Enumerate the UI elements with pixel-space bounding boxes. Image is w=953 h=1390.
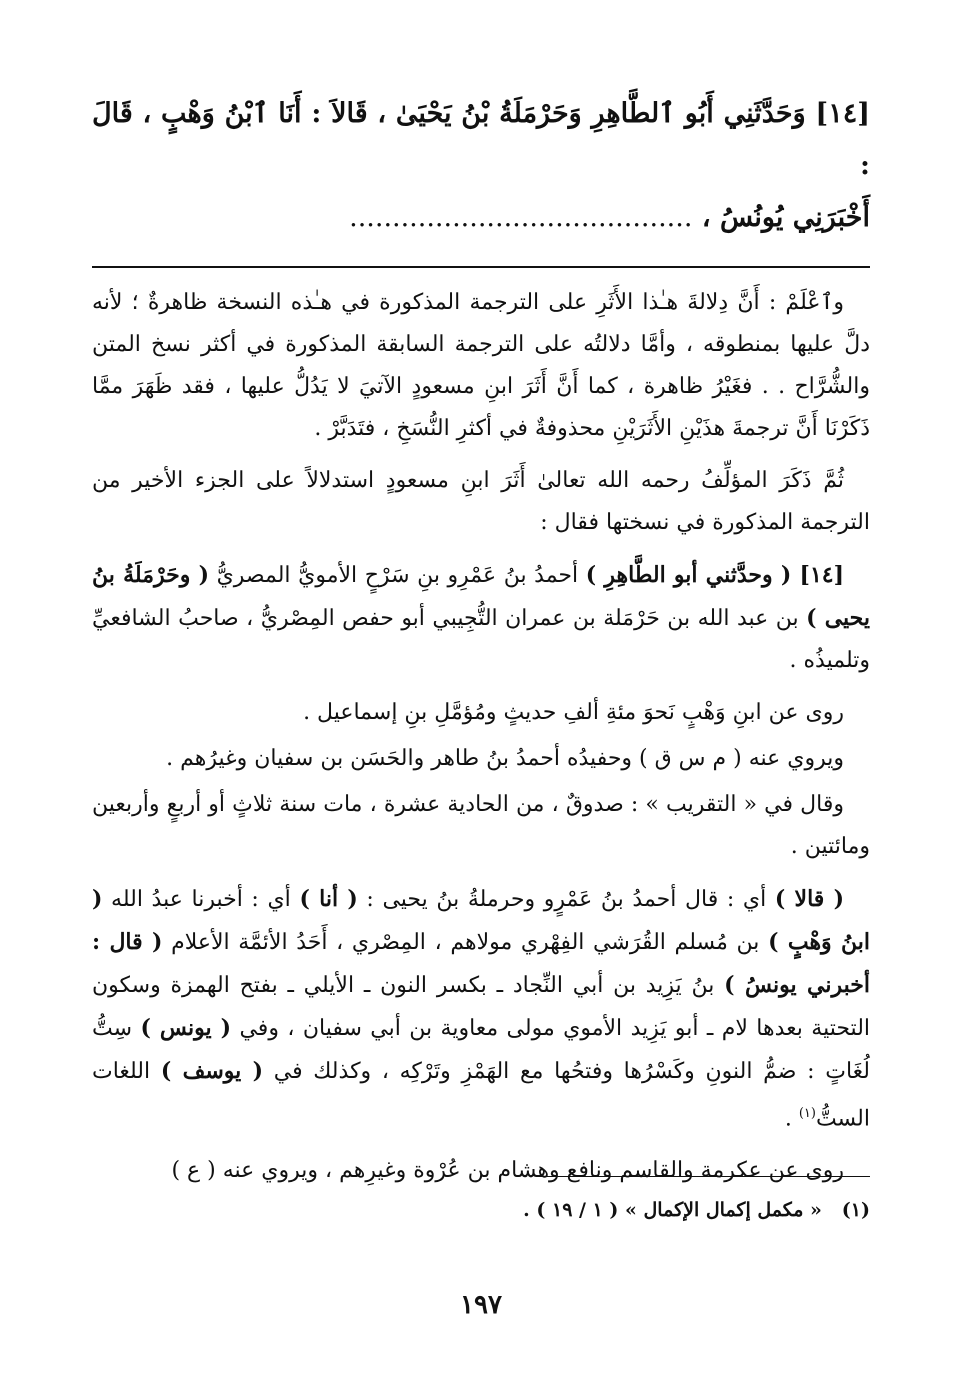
hadith-line-2: أَخْبَرَنِي يُونُسُ ، xyxy=(701,202,870,233)
commentary-paragraph-1: وٱعْلَمْ : أَنَّ دِلالةَ هـٰذا الأَثَرِ على الترجمة المذكورة في هـٰذه النسخة ظاهرةٌ ؛ لأنه دلَّ عليها بمنطوقه ، وأمَّا دلالتُه على الترجمة السابقة المذكورة في أكثر نسخ المتن والشُّرَّاح . . فغَيْرُ ظاهرة ، كما أَنَّ أَثَرَ ابنِ مسعودٍ الآتيَ لا يَدُلُّ عليها ، فقد ظَهَرَ ممَّا ذَكَرْنَا أَنَّ ترجمةَ هذَيْنِ الأَثَرَيْنِ محذوفةٌ في أكثرِ النُّسَخِ ، فتَدَبَّرْ . xyxy=(92,290,870,441)
footnote-text: « مكمل إكمال الإكمال » ( ١ / ١٩ ) . xyxy=(523,1199,822,1221)
commentary-paragraph-5: ويروي عنه ( م س ق ) وحفيدُه أحمدُ بنُ طاهر والحَسَن بن سفيان وغيرُهم . xyxy=(166,746,844,771)
book-page xyxy=(92,88,870,1358)
footnote-number: (١) xyxy=(841,1199,870,1221)
footnote-separator-rule xyxy=(540,1176,870,1177)
page-number: ١٩٧ xyxy=(460,1290,502,1320)
commentary-paragraph-4: روى عن ابنِ وَهْبٍ نَحوَ مئةِ ألفِ حديثٍ ومُؤمَّلِ بنِ إسماعيل . xyxy=(303,700,844,725)
narrator-heading-2: ( وحَرْمَلَةُ بنُ يحيى ) xyxy=(92,562,871,631)
footnote xyxy=(92,1196,870,1224)
commentary xyxy=(92,282,870,1192)
hadith-ellipsis: ........................................ xyxy=(349,202,693,233)
text-separator-rule xyxy=(92,266,870,268)
hadith-line-1: [١٤] وَحَدَّثَنِي أَبُو ٱلطَّاهِرِ وَحَرْمَلَةُ بْنُ يَحْيَىٰ ، قَالاَ : أَنَا ٱبْنُ وَهْبٍ ، قَالَ : xyxy=(92,98,870,181)
narrator-heading: [١٤] ( وحدَّثني أبو الطَّاهِرِ ) xyxy=(585,562,844,588)
commentary-paragraph-2: ثُمَّ ذَكَرَ المؤلِّفُ رحمه الله تعالىٰ أَثَرَ ابنِ مسعودٍ استدلالاً على الجزء الأخير من الترجمة المذكورة في نسختها فقال : xyxy=(92,468,870,535)
commentary-paragraph-6: وقال في « التقريب » : صدوقٌ ، من الحادية عشرة ، مات سنة ثلاثٍ أو أربعٍ وأربعين ومائتين . xyxy=(92,792,870,859)
explanation-paragraph: ( قالا ) أي : قال أحمدُ بنُ عَمْرٍو وحرملةُ بنُ يحيى : ( أنا ) أي : أخبرنا عبدُ الله ( ابنُ وَهْبٍ ) بن مُسلم القُرَشي الفِهْري مولاهم ، المِصْري ، أَحَدُ الأئمَّة الأعلام ( قال : أخبرني يونسُ ) بنُ يَزِيد بن أبي النِّجاد ـ بكسر النون ـ الأيلي ـ بفتح الهمزة وسكون التحتية بعدها لام ـ أبو يَزِيد الأموي مولى معاوية بن أبي سفيان ، وفي ( يونس ) سِتُّ لُغَاتٍ : ضمُّ النونِ وكَسْرُها وفتحُها مع الهَمْزِ وتَرْكِه ، وكذلك في ( يوسف ) اللغات الستُّ$^{(١)}$ . xyxy=(92,886,871,1132)
commentary-paragraph-8: روى عن عكرمة والقاسم ونافع وهشام بن عُرْوة وغيرِهم ، ويروي عنه ( ع ) xyxy=(171,1158,844,1184)
footnote-marker[interactable]: (١) xyxy=(798,1106,816,1121)
narrator-paragraph: [١٤] ( وحدَّثني أبو الطَّاهِرِ ) أحمدُ بنُ عَمْرِو بنِ سَرْحٍ الأمويُّ المصريُّ ( وحَرْمَلَةُ بنُ يحيى ) بن عبد الله بن حَرْمَلة بن عمران التُّجِيبي أبو حفص المِصْريُّ ، صاحبُ الشافعيِّ وتلميذُه . xyxy=(92,562,871,673)
hadith-text xyxy=(92,88,870,244)
